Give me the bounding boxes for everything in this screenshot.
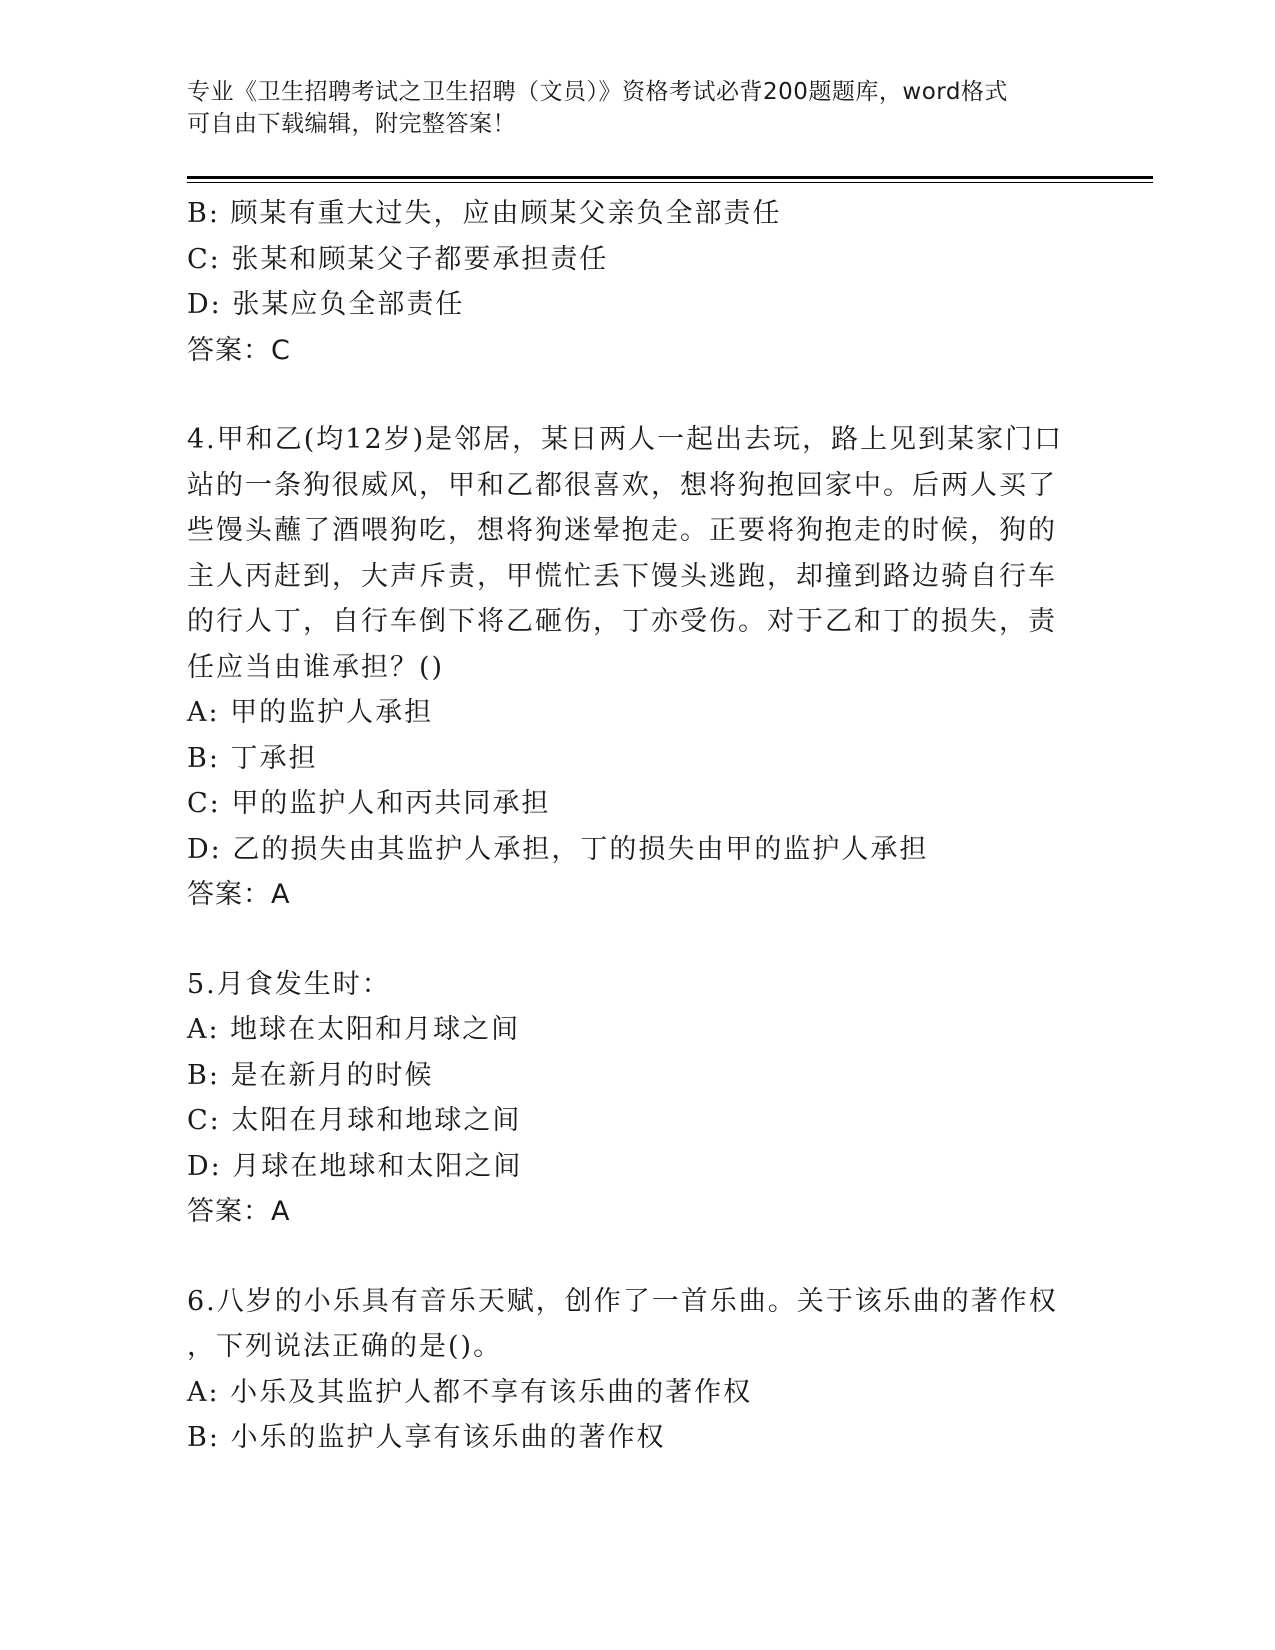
question-5 [187,962,1087,1235]
header-divider-thick [187,176,1153,179]
q4-option-c: C: 甲的监护人和丙共同承担 [187,788,551,819]
q5-option-d: D: 月球在地球和太阳之间 [187,1150,523,1182]
q5-option-a: A: 地球在太阳和月球之间 [187,1014,521,1045]
header-title-line-2: 可自由下载编辑，附完整答案！ [187,111,516,137]
q5-option-c: C: 太阳在月球和地球之间 [187,1105,522,1136]
q4-answer: 答案：A [187,879,291,910]
q3-option-b: B: 顾某有重大过失，应由顾某父亲负全部责任 [187,198,782,229]
q4-option-b: B: 丁承担 [187,742,318,774]
q6-option-a: A: 小乐及其监护人都不享有该乐曲的著作权 [187,1376,753,1408]
q4-stem-line-6: 任应当由谁承担？() [187,651,445,683]
question-gap [187,1235,1087,1279]
q4-stem-line-5: 的行人丁，自行车倒下将乙砸伤，丁亦受伤。对于乙和丁的损失，责 [187,606,1057,637]
q4-stem-line-3: 些馒头蘸了酒喂狗吃，想将狗迷晕抱走。正要将狗抱走的时候，狗的 [187,515,1057,546]
header-divider-thin [187,182,1153,183]
q5-answer: 答案：A [187,1196,291,1227]
q4-option-a: A: 甲的监护人承担 [187,697,434,728]
q3-answer: 答案：C [187,334,291,366]
q3-option-d: D: 张某应负全部责任 [187,289,465,320]
question-content [187,191,1087,1461]
document-header [187,76,1087,140]
question-6 [187,1279,1087,1461]
question-4 [187,417,1087,918]
q6-stem-line-1: 6.八岁的小乐具有音乐天赋，创作了一首乐曲。关于该乐曲的著作权 [187,1285,1058,1317]
question-gap [187,918,1087,962]
q4-stem-line-1: 4.甲和乙(均12岁)是邻居，某日两人一起出去玩，路上见到某家门口 [187,424,1064,455]
q3-option-c: C: 张某和顾某父子都要承担责任 [187,243,609,275]
q4-option-d: D: 乙的损失由其监护人承担，丁的损失由甲的监护人承担 [187,833,929,865]
q5-stem: 5.月食发生时： [187,968,391,1000]
q4-stem-line-4: 主人丙赶到，大声斥责，甲慌忙丢下馒头逃跑，却撞到路边骑自行车 [187,560,1057,592]
q4-stem-line-2: 站的一条狗很威风，甲和乙都很喜欢，想将狗抱回家中。后两人买了 [187,469,1057,501]
q6-option-b: B: 小乐的监护人享有该乐曲的著作权 [187,1422,666,1453]
question-gap [187,373,1087,417]
header-title-line-1: 专业《卫生招聘考试之卫生招聘（文员）》资格考试必背200题题库，word格式 [187,79,1008,105]
q6-stem-line-2: ，下列说法正确的是()。 [187,1331,503,1362]
q5-option-b: B: 是在新月的时候 [187,1059,434,1091]
question-3-tail [187,191,1087,373]
